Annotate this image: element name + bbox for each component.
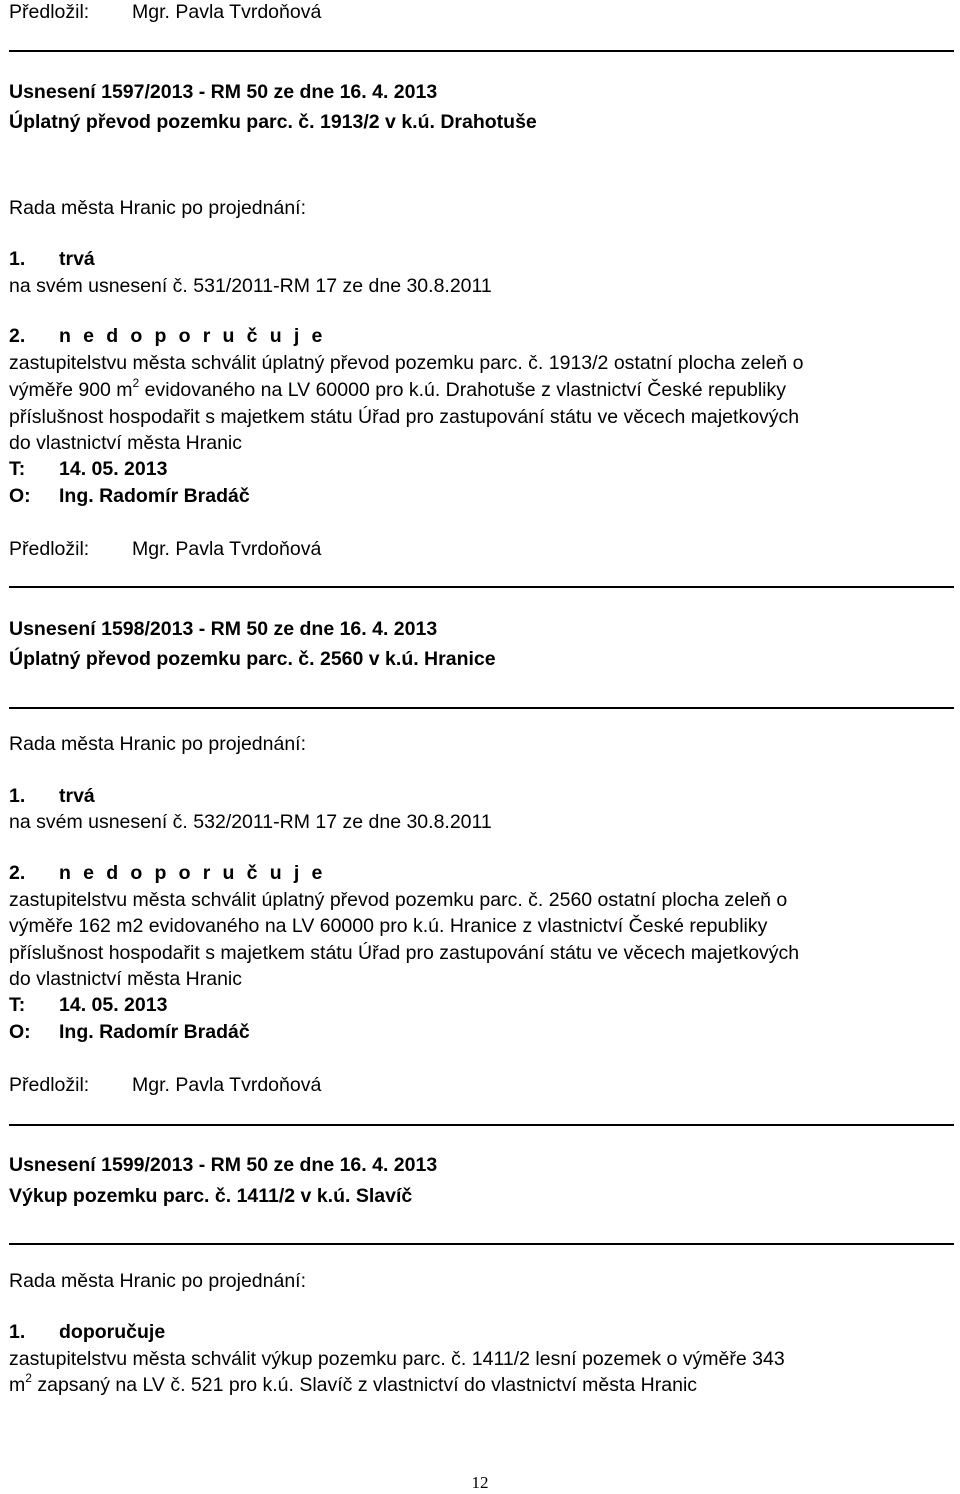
top-predlozil-line: [9, 0, 321, 24]
deadline-line: [9, 993, 167, 1017]
item-2-heading: [9, 861, 326, 885]
responsible-line: [9, 1020, 250, 1044]
item-1-text: na svém usnesení č. 532/2011-RM 17 ze dne 30.8.2011: [9, 811, 492, 833]
deadline-value: 14. 05. 2013: [59, 994, 168, 1016]
separator-rule: [9, 1124, 954, 1126]
text-fragment: zapsaný na LV č. 521 pro k.ú. Slavíč z vlastnictví do vlastnictví města Hranic: [31, 1374, 698, 1396]
item-2-heading: [9, 324, 326, 348]
separator-rule: [9, 50, 954, 52]
superscript: 2: [25, 1370, 32, 1385]
predlozil-label: Předložil:: [9, 1074, 90, 1096]
resolution-heading: Usnesení 1598/2013 - RM 50 ze dne 16. 4. 2013: [9, 618, 438, 640]
council-intro: Rada města Hranic po projednání:: [9, 733, 307, 755]
item-verb: n e d o p o r u č u j e: [59, 325, 326, 347]
council-intro: Rada města Hranic po projednání:: [9, 197, 307, 219]
responsible-value: Ing. Radomír Bradáč: [59, 485, 250, 507]
item-number: 1.: [9, 248, 26, 270]
predlozil-name: Mgr. Pavla Tvrdoňová: [132, 1, 322, 23]
resolution-heading: Usnesení 1597/2013 - RM 50 ze dne 16. 4. 2013: [9, 81, 438, 103]
predlozil-line: [9, 537, 321, 561]
item-verb: trvá: [59, 785, 95, 807]
item-verb: trvá: [59, 248, 95, 270]
resolution-subject: Úplatný převod pozemku parc. č. 2560 v k.ú. Hranice: [9, 648, 496, 670]
item-number: 1.: [9, 785, 26, 807]
item-1-heading: [9, 247, 95, 271]
item-verb: doporučuje: [59, 1321, 166, 1343]
item-2-text-line: zastupitelstvu města schválit úplatný převod pozemku parc. č. 1913/2 ostatní plocha zeleň o: [9, 352, 804, 374]
item-2-text-line: [9, 375, 786, 402]
resolution-heading: Usnesení 1599/2013 - RM 50 ze dne 16. 4. 2013: [9, 1154, 438, 1176]
responsible-value: Ing. Radomír Bradáč: [59, 1021, 250, 1043]
text-fragment: m: [9, 1374, 26, 1396]
separator-rule: [9, 707, 954, 709]
item-2-text-line: příslušnost hospodařit s majetkem státu Úřad pro zastupování státu ve věcech majetkových: [9, 406, 800, 428]
predlozil-label: Předložil:: [9, 538, 90, 560]
deadline-label: T:: [9, 458, 26, 480]
responsible-line: [9, 484, 250, 508]
item-2-text-line: výměře 162 m2 evidovaného na LV 60000 pro k.ú. Hranice z vlastnictví České republiky: [9, 915, 768, 937]
item-1-heading: [9, 1320, 165, 1344]
predlozil-label: Předložil:: [9, 1, 90, 23]
predlozil-name: Mgr. Pavla Tvrdoňová: [132, 1074, 322, 1096]
item-2-text-line: příslušnost hospodařit s majetkem státu Úřad pro zastupování státu ve věcech majetkových: [9, 942, 800, 964]
superscript: 2: [132, 375, 140, 390]
resolution-subject: Úplatný převod pozemku parc. č. 1913/2 v k.ú. Drahotuše: [9, 111, 537, 133]
resolution-subject: Výkup pozemku parc. č. 1411/2 v k.ú. Slavíč: [9, 1185, 413, 1207]
text-fragment: výměře 900 m: [9, 379, 133, 401]
deadline-value: 14. 05. 2013: [59, 458, 168, 480]
separator-rule: [9, 1243, 954, 1245]
deadline-label: T:: [9, 994, 26, 1016]
item-1-text-line: zastupitelstvu města schválit výkup pozemku parc. č. 1411/2 lesní pozemek o výměře 343: [9, 1348, 785, 1370]
predlozil-line: [9, 1073, 321, 1097]
item-number: 2.: [9, 325, 26, 347]
item-number: 1.: [9, 1321, 26, 1343]
text-fragment: evidovaného na LV 60000 pro k.ú. Drahotuše z vlastnictví České republiky: [139, 379, 786, 401]
item-2-text-line: do vlastnictví města Hranic: [9, 968, 243, 990]
item-2-text-line: do vlastnictví města Hranic: [9, 432, 243, 454]
page-number: 12: [471, 1473, 489, 1492]
deadline-line: [9, 457, 167, 481]
item-1-text: na svém usnesení č. 531/2011-RM 17 ze dne 30.8.2011: [9, 275, 492, 297]
item-2-text-line: zastupitelstvu města schválit úplatný převod pozemku parc. č. 2560 ostatní plocha zeleň o: [9, 889, 788, 911]
predlozil-name: Mgr. Pavla Tvrdoňová: [132, 538, 322, 560]
item-number: 2.: [9, 862, 26, 884]
responsible-label: O:: [9, 485, 31, 507]
item-1-text-line: [9, 1370, 698, 1397]
responsible-label: O:: [9, 1021, 31, 1043]
separator-rule: [9, 586, 954, 588]
item-verb: n e d o p o r u č u j e: [59, 862, 326, 884]
council-intro: Rada města Hranic po projednání:: [9, 1270, 307, 1292]
item-1-heading: [9, 784, 95, 808]
